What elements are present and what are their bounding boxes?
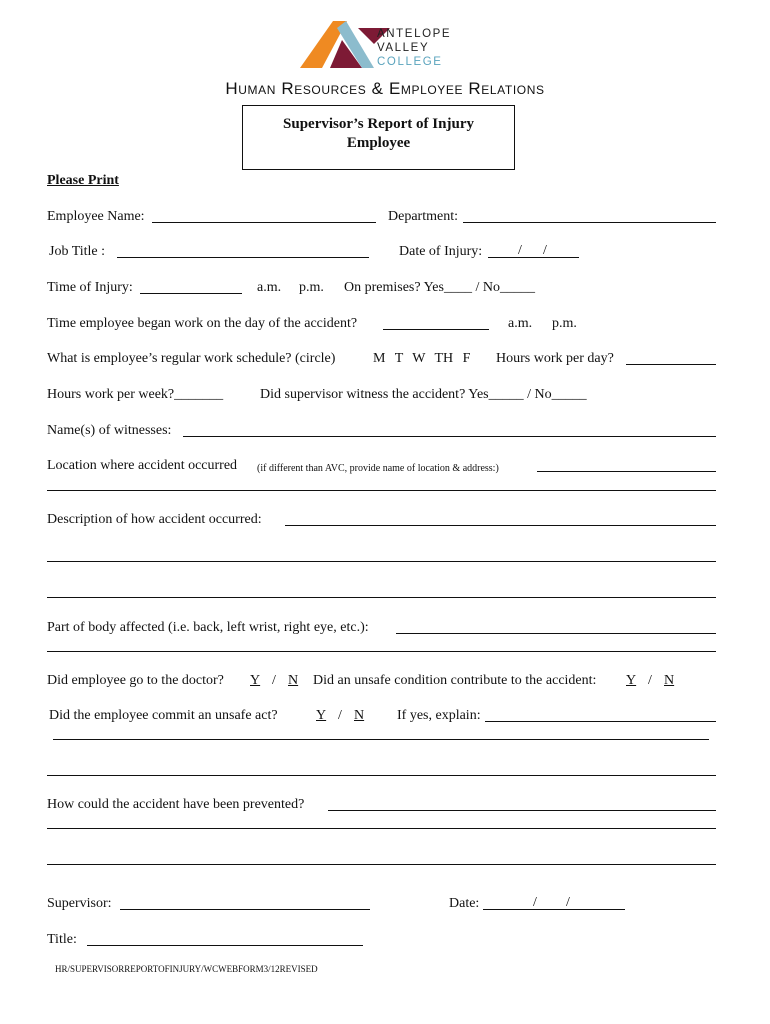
witnesses-label: Name(s) of witnesses: [47,423,172,438]
form-title-box [242,105,515,170]
supervisor-field[interactable] [120,909,370,910]
employee-name-label: Employee Name: [47,209,145,224]
location-label: Location where accident occurred [47,458,238,473]
job-title-label: Job Title : [49,244,106,259]
unsafe-act-no[interactable]: N [354,708,365,723]
description-field[interactable] [285,525,716,526]
logo-line-2: VALLEY [377,42,430,54]
description-field-line-3[interactable] [47,597,716,598]
witnesses-field[interactable] [183,436,716,437]
date-of-injury-slash-2: / [543,243,547,258]
schedule-days[interactable]: M T W TH F [373,351,471,366]
date-of-injury-label: Date of Injury: [399,244,483,259]
time-of-injury-field[interactable] [140,293,242,294]
doctor-question: Did employee go to the doctor? [47,673,224,688]
explain-field-line-3[interactable] [47,775,716,776]
hours-per-day-field[interactable] [626,364,716,365]
time-began-am[interactable]: a.m. [508,316,533,331]
unsafe-condition-yes[interactable]: Y [626,673,637,688]
hours-per-day-label: Hours work per day? [496,351,614,366]
logo-line-3: COLLEGE [377,56,443,68]
on-premises-question[interactable]: On premises? Yes____ / No_____ [344,280,535,295]
doctor-slash: / [272,673,276,688]
time-began-pm[interactable]: p.m. [552,316,577,331]
department-label: Department: [388,209,458,224]
unsafe-act-slash: / [338,708,342,723]
date-of-injury-slash-1: / [518,243,522,258]
location-note: (if different than AVC, provide name of location & address:) [257,463,499,474]
body-part-label: Part of body affected (i.e. back, left wrist, right eye, etc.): [47,620,369,635]
time-of-injury-label: Time of Injury: [47,280,133,295]
department-title: Human Resources & Employee Relations [225,79,545,98]
body-part-field-line-2[interactable] [47,651,716,652]
department-field[interactable] [463,222,716,223]
time-began-label: Time employee began work on the day of the accident? [47,316,358,331]
description-field-line-2[interactable] [47,561,716,562]
unsafe-condition-no[interactable]: N [664,673,675,688]
form-identifier: HR/SUPERVISORREPORTOFINJURY/WCWEBFORM3/12REVISED [55,964,318,974]
time-pm[interactable]: p.m. [299,280,324,295]
time-am[interactable]: a.m. [257,280,282,295]
schedule-label: What is employee’s regular work schedule? (circle) [47,351,336,366]
doctor-no[interactable]: N [288,673,299,688]
date-slash-1: / [533,895,537,910]
doctor-yes[interactable]: Y [250,673,261,688]
location-field[interactable] [537,471,716,472]
prevented-question: How could the accident have been prevented? [47,797,305,812]
date-of-injury-field[interactable] [488,257,579,258]
unsafe-condition-slash: / [648,673,652,688]
supervisor-witness-question[interactable]: Did supervisor witness the accident? Yes_____ / No_____ [260,387,587,402]
if-yes-explain-label: If yes, explain: [397,708,481,723]
body-part-field[interactable] [396,633,716,634]
date-field[interactable] [483,909,625,910]
description-label: Description of how accident occurred: [47,512,262,527]
logo-line-1: ANTELOPE [377,28,452,40]
prevented-field-line-2[interactable] [47,828,716,829]
form-title-line-1: Supervisor’s Report of Injury [283,116,474,132]
hours-per-week-question[interactable]: Hours work per week?_______ [47,387,224,402]
prevented-field[interactable] [328,810,716,811]
unsafe-act-yes[interactable]: Y [316,708,327,723]
employee-name-field[interactable] [152,222,376,223]
explain-field-line-2[interactable] [53,739,709,740]
location-field-line-2[interactable] [47,490,716,491]
time-began-field[interactable] [383,329,489,330]
please-print-label: Please Print [47,173,119,188]
job-title-field[interactable] [117,257,369,258]
date-slash-2: / [566,895,570,910]
form-title-line-2: Employee [346,135,411,151]
prevented-field-line-3[interactable] [47,864,716,865]
date-label: Date: [449,896,480,911]
unsafe-act-question: Did the employee commit an unsafe act? [49,708,278,723]
title-label: Title: [47,932,77,947]
unsafe-condition-question: Did an unsafe condition contribute to the accident: [313,673,597,688]
supervisor-label: Supervisor: [47,896,112,911]
explain-field[interactable] [485,721,716,722]
title-field[interactable] [87,945,363,946]
